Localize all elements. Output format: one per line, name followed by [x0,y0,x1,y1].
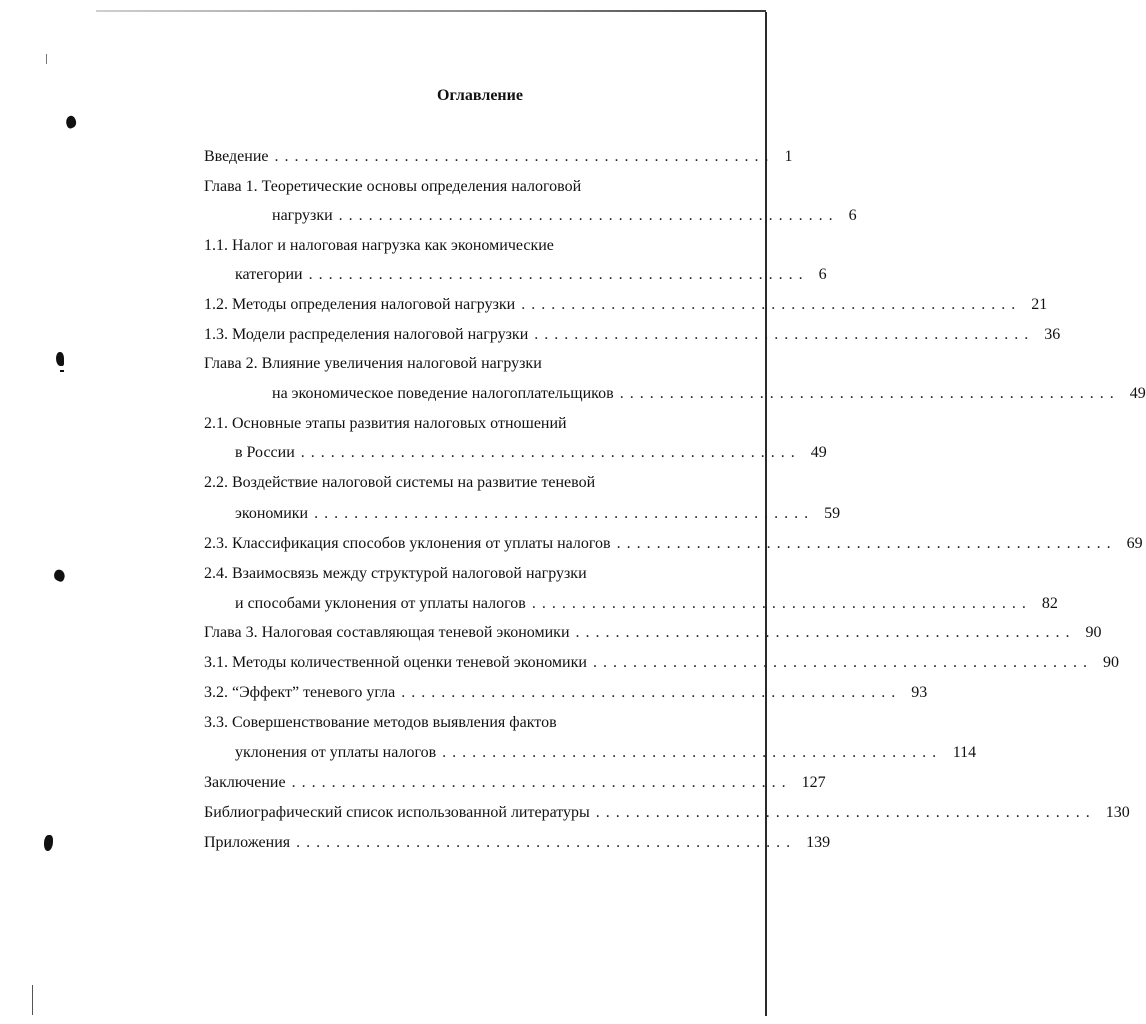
toc-entry: 2.4. Взаимосвязь между структурой налоговой нагрузки [204,565,587,582]
toc-entry-continuation: уклонения от уплаты налогов .................................................. 114 [235,744,977,761]
toc-entry: 3.1. Методы количественной оценки теневой экономики .................................................. 90 [204,654,1119,671]
toc-entry: 2.1. Основные этапы развития налоговых отношений [204,415,567,432]
toc-entry: Приложения .................................................. 139 [204,834,831,851]
scan-speck [56,352,64,366]
toc-entry-continuation: в России .................................................. 49 [235,444,827,461]
toc-entry: Библиографический список использованной литературы .................................................. 130 [204,804,1130,821]
toc-entry: 2.3. Классификация способов уклонения от уплаты налогов .................................................. 69 [204,535,1143,552]
scan-mark [46,54,47,64]
toc-entry: Глава 2. Влияние увеличения налоговой нагрузки [204,355,542,372]
toc-entry-continuation: на экономическое поведение налогоплательщиков .................................................. 49 [272,385,1146,402]
toc-entry: 1.1. Налог и налоговая нагрузка как экономические [204,237,554,254]
page-top-edge [96,10,766,12]
toc-entry-continuation: экономики .................................................. 59 [235,505,841,522]
scan-speck [60,370,64,372]
scan-speck [64,115,78,130]
scan-mark [32,985,33,1015]
toc-entry: 2.2. Воздействие налоговой системы на развитие теневой [204,474,596,491]
toc-entry: Введение .................................................. 1 [204,148,793,165]
toc-entry-continuation: нагрузки .................................................. 6 [272,207,857,224]
scan-speck [52,568,67,583]
toc-entry: Заключение .................................................. 127 [204,774,826,791]
toc-entry: Глава 1. Теоретические основы определения налоговой [204,178,582,195]
toc-entry: 1.2. Методы определения налоговой нагрузки .................................................. 21 [204,296,1048,313]
page-title: Оглавление [437,87,523,104]
toc-entry: Глава 3. Налоговая составляющая теневой экономики .................................................. 90 [204,624,1102,641]
toc-entry: 3.3. Совершенствование методов выявления фактов [204,714,557,731]
toc-entry: 1.3. Модели распределения налоговой нагрузки .................................................. 36 [204,326,1061,343]
scan-speck [44,835,53,851]
toc-entry-continuation: категории .................................................. 6 [235,266,827,283]
toc-entry: 3.2. “Эффект” теневого угла .................................................. 93 [204,684,928,701]
toc-entry-continuation: и способами уклонения от уплаты налогов .................................................. 82 [235,595,1058,612]
